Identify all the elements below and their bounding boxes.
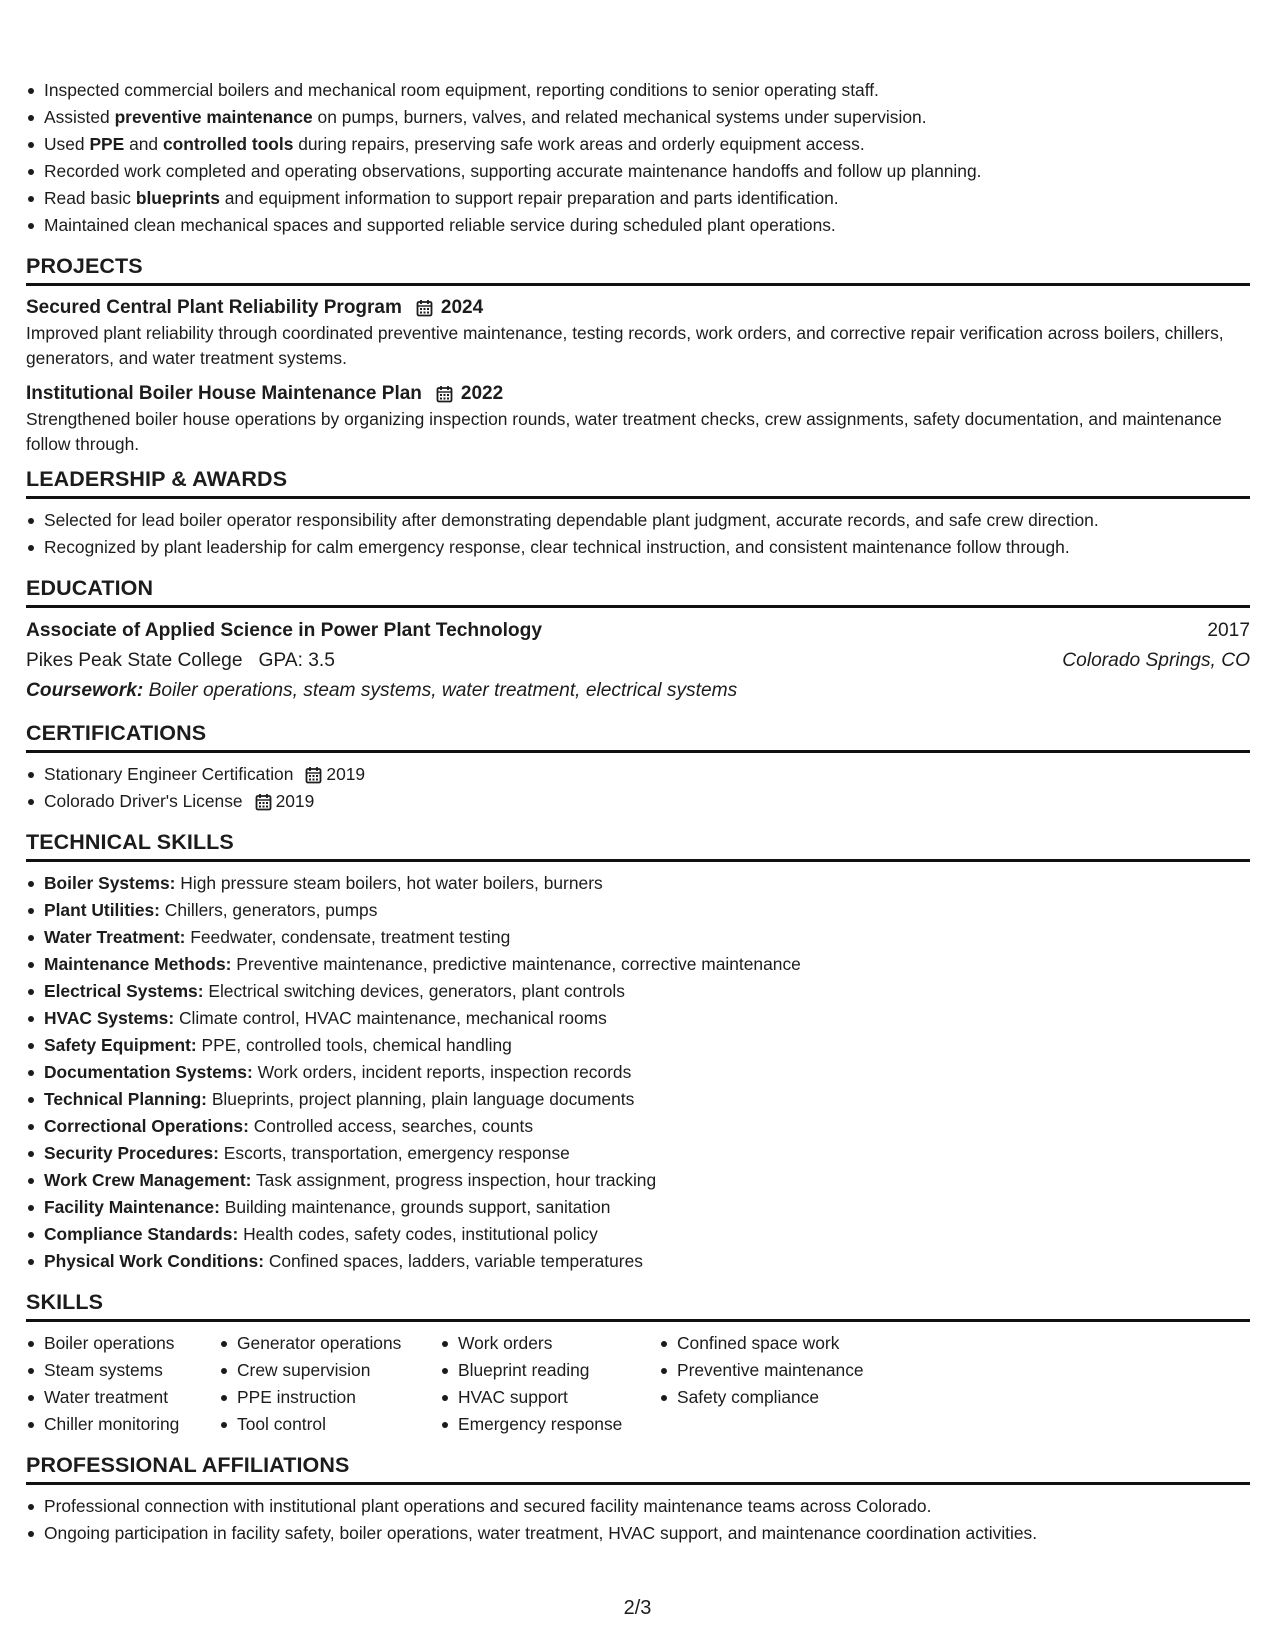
- graduation-year: 2017: [1207, 620, 1250, 641]
- technical-skill-value: High pressure steam boilers, hot water boilers, burners: [175, 873, 603, 893]
- skill-item: Work orders: [440, 1330, 659, 1357]
- technical-skill-item: [26, 1140, 1250, 1167]
- affiliations-heading: PROFESSIONAL AFFILIATIONS: [26, 1452, 1250, 1485]
- coursework-label: Coursework:: [26, 680, 144, 701]
- technical-skill-item: [26, 1032, 1250, 1059]
- experience-bullet: [26, 158, 1250, 185]
- technical-skill-label: Security Procedures:: [44, 1143, 219, 1163]
- technical-skill-label: Electrical Systems:: [44, 981, 204, 1001]
- skill-item: Emergency response: [440, 1411, 659, 1438]
- bullet-text: on pumps, burners, valves, and related mechanical systems under supervision.: [312, 107, 927, 127]
- calendar-icon: [305, 766, 322, 784]
- skills-grid: [26, 1330, 1250, 1438]
- school-gpa: Pikes Peak State College GPA: 3.5: [26, 650, 335, 671]
- skills-column: [659, 1330, 889, 1438]
- degree-title: Associate of Applied Science in Power Plant Technology: [26, 620, 543, 641]
- technical-skill-label: Work Crew Management:: [44, 1170, 252, 1190]
- leadership-list: [26, 507, 1250, 561]
- technical-skill-item: [26, 1221, 1250, 1248]
- technical-skill-item: [26, 897, 1250, 924]
- calendar-icon: [416, 299, 433, 317]
- technical-skill-item: [26, 1194, 1250, 1221]
- technical-skill-item: [26, 951, 1250, 978]
- bullet-text: Assisted: [44, 107, 115, 127]
- skill-item: Crew supervision: [219, 1357, 440, 1384]
- technical-skill-value: PPE, controlled tools, chemical handling: [196, 1035, 512, 1055]
- education-entry: [26, 616, 1250, 706]
- skill-item: HVAC support: [440, 1384, 659, 1411]
- technical-skill-label: Water Treatment:: [44, 927, 186, 947]
- leadership-heading: LEADERSHIP & AWARDS: [26, 466, 1250, 499]
- certification-name: Colorado Driver's License: [44, 791, 243, 811]
- project-title: Secured Central Plant Reliability Program: [26, 297, 402, 318]
- technical-skill-value: Blueprints, project planning, plain language documents: [206, 1089, 635, 1109]
- projects-heading: PROJECTS: [26, 253, 1250, 286]
- skill-item: PPE instruction: [219, 1384, 440, 1411]
- technical-skill-value: Preventive maintenance, predictive maintenance, corrective maintenance: [231, 954, 801, 974]
- certifications-heading: CERTIFICATIONS: [26, 720, 1250, 753]
- project-description: Strengthened boiler house operations by organizing inspection rounds, water treatment checks, crew assignments, safety documentation, and maintenance follow through.: [26, 409, 1222, 454]
- technical-skill-item: [26, 1248, 1250, 1275]
- technical-skill-label: Technical Planning:: [44, 1089, 207, 1109]
- project-title-row: [26, 294, 1250, 321]
- project-title-row: [26, 380, 1250, 407]
- technical-skill-label: Correctional Operations:: [44, 1116, 249, 1136]
- bullet-text: and equipment information to support repair preparation and parts identification.: [219, 188, 839, 208]
- technical-skill-value: Confined spaces, ladders, variable temperatures: [264, 1251, 643, 1271]
- skill-item: Confined space work: [659, 1330, 889, 1357]
- technical-skill-item: [26, 1059, 1250, 1086]
- skill-item: Tool control: [219, 1411, 440, 1438]
- certification-item: [26, 788, 1250, 815]
- skill-item: Steam systems: [26, 1357, 219, 1384]
- bold-keyword: controlled tools: [162, 134, 294, 154]
- affiliation-item: Ongoing participation in facility safety, boiler operations, water treatment, HVAC support, and maintenance coordination activities.: [26, 1520, 1250, 1547]
- bold-keyword: PPE: [89, 134, 125, 154]
- technical-skill-value: Building maintenance, grounds support, sanitation: [219, 1197, 611, 1217]
- certifications-list: [26, 761, 1250, 815]
- technical-skill-label: Compliance Standards:: [44, 1224, 239, 1244]
- affiliation-item: Professional connection with institutional plant operations and secured facility maintenance teams across Colorado.: [26, 1493, 1250, 1520]
- technical-skill-label: Boiler Systems:: [44, 873, 176, 893]
- technical-skill-value: Electrical switching devices, generators, plant controls: [203, 981, 625, 1001]
- technical-skill-item: [26, 870, 1250, 897]
- technical-skill-label: Safety Equipment:: [44, 1035, 197, 1055]
- project-title: Institutional Boiler House Maintenance Plan: [26, 383, 422, 404]
- technical-skill-item: [26, 978, 1250, 1005]
- technical-skill-value: Escorts, transportation, emergency response: [218, 1143, 570, 1163]
- bullet-text: during repairs, preserving safe work areas and orderly equipment access.: [293, 134, 865, 154]
- certification-item: [26, 761, 1250, 788]
- bold-keyword: preventive maintenance: [114, 107, 313, 127]
- bullet-text: Inspected commercial boilers and mechanical room equipment, reporting conditions to senior operating staff.: [44, 80, 879, 100]
- experience-bullets: [26, 77, 1250, 239]
- certification-year: 2019: [275, 791, 315, 811]
- coursework-list: Boiler operations, steam systems, water treatment, electrical systems: [143, 680, 738, 701]
- leadership-item: Selected for lead boiler operator responsibility after demonstrating dependable plant judgment, accurate records, and safe crew direction.: [26, 507, 1250, 534]
- bullet-text: Recorded work completed and operating observations, supporting accurate maintenance handoffs and follow up planning.: [44, 161, 982, 181]
- bullet-text: Maintained clean mechanical spaces and supported reliable service during scheduled plant operations.: [44, 215, 836, 235]
- skill-item: Blueprint reading: [440, 1357, 659, 1384]
- project-year: 2024: [440, 297, 484, 318]
- technical-skill-item: [26, 1167, 1250, 1194]
- technical-skill-item: [26, 924, 1250, 951]
- skills-column: [440, 1330, 659, 1438]
- skill-item: Chiller monitoring: [26, 1411, 219, 1438]
- skill-item: Boiler operations: [26, 1330, 219, 1357]
- technical-skill-value: Task assignment, progress inspection, hour tracking: [251, 1170, 657, 1190]
- experience-bullet: [26, 131, 1250, 158]
- experience-bullet: [26, 77, 1250, 104]
- resume-page: [26, 77, 1250, 1547]
- technical-skill-value: Chillers, generators, pumps: [159, 900, 378, 920]
- technical-skill-label: Plant Utilities:: [44, 900, 160, 920]
- project-year: 2022: [460, 383, 504, 404]
- skill-item: Water treatment: [26, 1384, 219, 1411]
- projects-list: [26, 294, 1250, 456]
- technical-skills-heading: TECHNICAL SKILLS: [26, 829, 1250, 862]
- experience-bullet: [26, 104, 1250, 131]
- calendar-icon: [436, 385, 453, 403]
- technical-skill-item: [26, 1086, 1250, 1113]
- experience-bullet: [26, 185, 1250, 212]
- technical-skill-label: Maintenance Methods:: [44, 954, 232, 974]
- certification-year: 2019: [326, 764, 366, 784]
- technical-skill-item: [26, 1005, 1250, 1032]
- school-location: Colorado Springs, CO: [1062, 650, 1250, 671]
- experience-bullet: [26, 212, 1250, 239]
- technical-skill-label: Documentation Systems:: [44, 1062, 253, 1082]
- technical-skill-item: [26, 1113, 1250, 1140]
- page-number: 2/3: [623, 1597, 652, 1619]
- skill-item: Preventive maintenance: [659, 1357, 889, 1384]
- skills-column: [26, 1330, 219, 1438]
- bullet-text: Read basic: [44, 188, 136, 208]
- calendar-icon: [255, 793, 272, 811]
- skills-column: [219, 1330, 440, 1438]
- leadership-item: Recognized by plant leadership for calm emergency response, clear technical instruction, and consistent maintenance follow through.: [26, 534, 1250, 561]
- skill-item: Safety compliance: [659, 1384, 889, 1411]
- education-heading: EDUCATION: [26, 575, 1250, 608]
- technical-skill-value: Feedwater, condensate, treatment testing: [185, 927, 511, 947]
- skills-heading: SKILLS: [26, 1289, 1250, 1322]
- project-description: Improved plant reliability through coordinated preventive maintenance, testing records, work orders, and corrective repair verification across boilers, chillers, generators, and water treatment systems.: [26, 323, 1224, 368]
- technical-skill-value: Climate control, HVAC maintenance, mechanical rooms: [174, 1008, 607, 1028]
- bullet-text: Used: [44, 134, 90, 154]
- bold-keyword: blueprints: [135, 188, 220, 208]
- bullet-text: and: [124, 134, 163, 154]
- technical-skills-list: [26, 870, 1250, 1275]
- skill-item: Generator operations: [219, 1330, 440, 1357]
- coursework: [26, 676, 1250, 706]
- technical-skill-value: Work orders, incident reports, inspection records: [252, 1062, 632, 1082]
- certification-name: Stationary Engineer Certification: [44, 764, 294, 784]
- technical-skill-value: Controlled access, searches, counts: [248, 1116, 534, 1136]
- technical-skill-value: Health codes, safety codes, institutional policy: [238, 1224, 598, 1244]
- technical-skill-label: Facility Maintenance:: [44, 1197, 220, 1217]
- technical-skill-label: Physical Work Conditions:: [44, 1251, 264, 1271]
- technical-skill-label: HVAC Systems:: [44, 1008, 175, 1028]
- affiliations-list: [26, 1493, 1250, 1547]
